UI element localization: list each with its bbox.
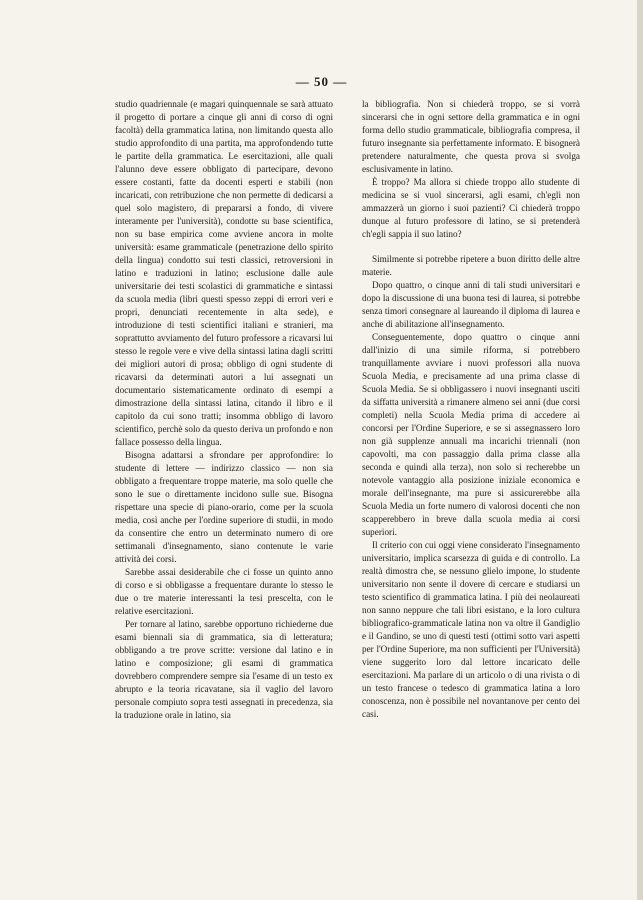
- paragraph: Per tornare al latino, sarebbe opportuno richiederne due esami biennali sia di grammatica, sia di letteratura; obbligando a tre prove scritte: versione dal latino e in latino e composizione; gli esami di grammatica dovrebbero comprendere sempre sia l'esame di un testo ex abrupto e la teoria ricavatane, sia il vaglio del lavoro personale compiuto sopra testi assegnati in precedenza, sia la traduzione orale in latino, sia: [115, 619, 333, 720]
- paragraph: studio quadriennale (e magari quinquennale se sarà attuato il progetto di portare a cinque gli anni di corso di ogni facoltà) della grammatica latina, non limitando questa allo studio approfondito di una partita, ma approfondendo tutte le partite della grammatica. Le esercitazioni, alle quali l'alunno deve essere obbligato di partecipare, devono essere costanti, fatte da docenti esperti e stabili (non incaricati, con retribuzione che non permette di dedicarsi a quel solo magistero, di prepararsi a fondo, di vivere interamente per l'università), condotte su base scientifica, non su base empirica come avviene ancora in molte università: esame grammaticale (penetrazione dello spirito della lingua) condotto sui testi classici, retroversioni in latino e traduzioni in latino; esclusione dalle aule universitarie dei testi scolastici di grammatiche e sintassi da scuola media (libri questi spesso zeppi di errori veri e propri, denunciati recentemente in alta sede), e introduzione di testi scientifici italiani e stranieri, ma soprattutto avviamento del futuro professore a ricavarsi lui stesso le regole vere e vive della sintassi latina dagli scritti dei migliori autori di prosa; obbligo di ogni studente di ricavarsi da determinati autori a lui assegnati un documentario sistematicamente ordinato di esempi a dimostrazione della sintassi latina, citando il libro e il capitolo da cui sono tratti; insomma obbligo di lavoro scientifico, perchè solo da questo deriva un profondo e non fallace possesso della lingua.: [115, 99, 333, 447]
- paragraph: Bisogna adattarsi a sfrondare per approfondire: lo studente di lettere — indirizzo classico — non sia obbligato a frequentare troppe materie, ma solo quelle che sono le sue o direttamente incidono sulle sue. Bisogna rispettare una specie di piano-orario, come per la scuola media, così anche per l'ordine superiore di studii, in modo da consentire che entro un determinato numero di ore settimanali d'insegnamento, siano contenute le varie attività dei corsi.: [115, 450, 333, 564]
- paragraph: Similmente si potrebbe ripetere a buon diritto delle altre materie.: [362, 254, 580, 277]
- page-number: — 50 —: [295, 74, 348, 89]
- left-column: [115, 98, 333, 722]
- paragraph-gap: [362, 241, 580, 253]
- paragraph: È troppo? Ma allora si chiede troppo allo studente di medicina se si vuol sincerarsi, agli esami, ch'egli non ammazzerà un giorno i suoi pazienti? Ci chiederà troppo dunque al futuro professore di latino, se si pretenderà ch'egli sappia il suo latino?: [362, 177, 580, 239]
- paragraph: la bibliografia. Non si chiederà troppo, se si vorrà sincerarsi che in ogni settore della grammatica e in ogni forma dello studio grammaticale, bibliografia compresa, il futuro insegnante sia perfettamente informato. E bisognerà pretendere naturalmente, che questa prova si svolga esclusivamente in latino.: [362, 99, 580, 174]
- paragraph: Conseguentemente, dopo quattro o cinque anni dall'inizio di una simile riforma, si potrebbero tranquillamente avviare i nuovi professori alla nuova Scuola Media, e precisamente ad una prima classe di Scuola Media. Se si obbligassero i nuovi insegnanti usciti da siffatta università a rimanere almeno sei anni (due corsi completi) nella Scuola Media prima di accedere ai concorsi per l'Ordine Superiore, e se si assegnassero loro non già supplenze annuali ma incarichi triennali (non capovolti, ma con passaggio dalla prima classe alla seconda e quindi alla terza), non solo si recherebbe un notevole vantaggio alla posizione iniziale economica e morale dell'insegnante, ma pure si assicurerebbe alla Scuola Media un forte numero di valorosi docenti che non scapperebbero in breve dalla scuola media ai corsi superiori.: [362, 332, 580, 537]
- paragraph: Dopo quattro, o cinque anni di tali studi universitari e dopo la discussione di una buona tesi di laurea, si potrebbe senza timori consegnare al laureando il diploma di laurea e anche di abilitazione all'insegnamento.: [362, 280, 580, 329]
- paragraph: Sarebbe assai desiderabile che ci fosse un quinto anno di corso e si obbligasse a frequentare durante lo stesso le due o tre materie interessanti la tesi prescelta, con le relative esercitazioni.: [115, 567, 333, 616]
- paragraph: Il criterio con cui oggi viene considerato l'insegnamento universitario, implica scarsezza di guida e di controllo. La realtà dimostra che, se nessuno glielo impone, lo studente universitario non sente il dovere di cercare e studiarsi un testo scientifico di grammatica latina. I più dei neolaureati non sanno neppure che tali libri esistano, e la loro cultura bibliografico-grammaticale latina non va oltre il Gandiglio e il Gandino, se uno di questi testi (ottimi sotto vari aspetti per l'Ordine Superiore, ma non sufficienti per l'Università) viene suggerito loro dal lettore incaricato delle esercitazioni. Ma parlare di un articolo o di una rivista o di un testo francese o tedesco di grammatica latina a loro conoscenza, non è possibile nel novantanove per cento dei casi.: [362, 540, 580, 719]
- page-edge-shadow: [637, 0, 643, 900]
- right-column: [362, 98, 580, 721]
